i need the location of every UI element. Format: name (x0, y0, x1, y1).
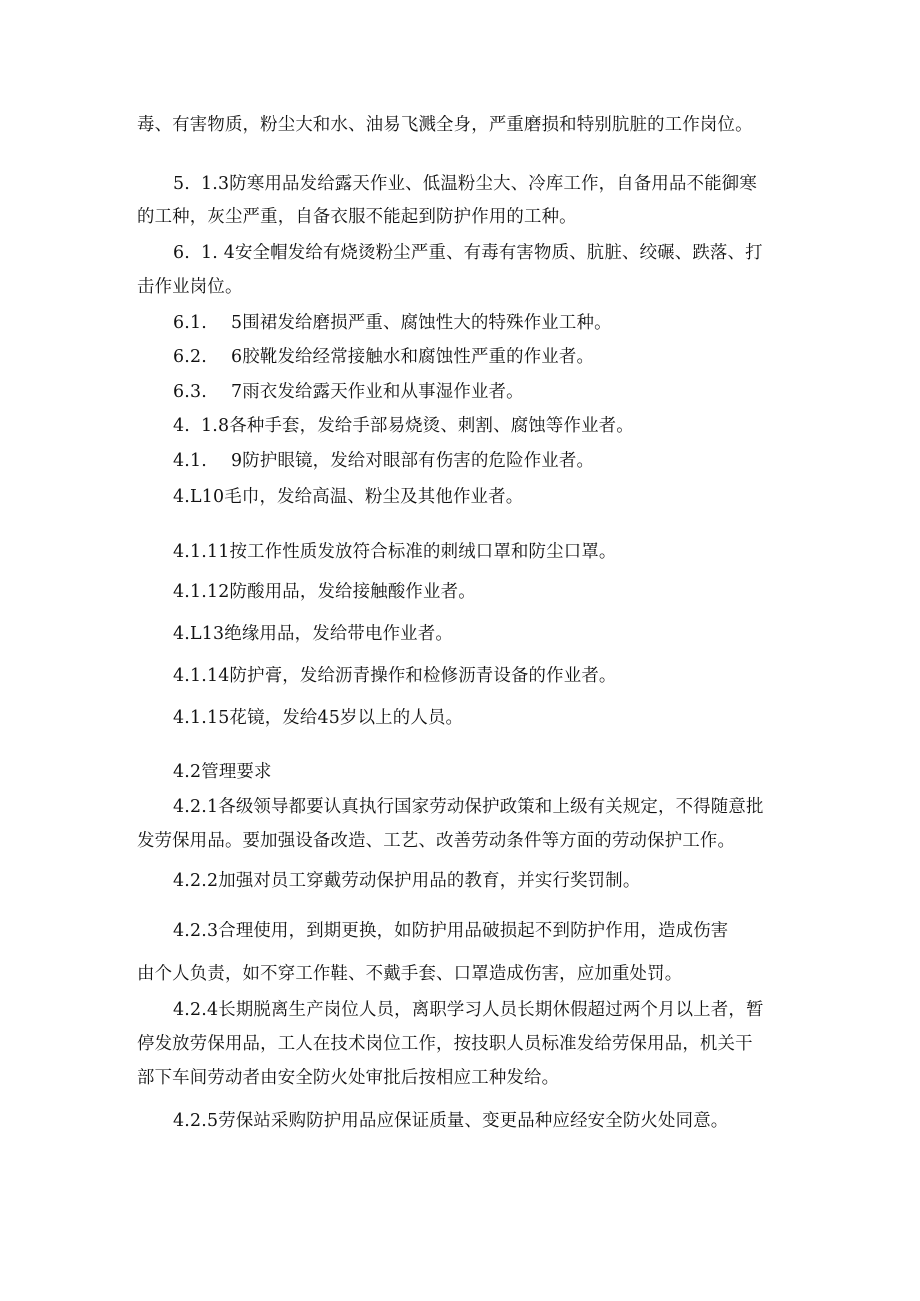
item-number: 6.2. (173, 347, 207, 367)
line-text: 1. 4安全帽发给有烧烫粉尘严重、有毒有害物质、肮脏、绞碾、跌落、打 (201, 243, 763, 263)
line-text: 部下车间劳动者由安全防火处审批后按相应工种发给。 (137, 1068, 560, 1088)
item-number: 4.1. (173, 451, 207, 471)
item-number: 6.1. (173, 313, 207, 333)
paragraph-line (173, 414, 634, 438)
paragraph-line (173, 172, 757, 196)
line-text: 4.2管理要求 (173, 762, 272, 782)
paragraph-line (173, 311, 612, 335)
line-text: 4.2.4长期脱离生产岗位人员，离职学习人员长期休假超过两个月以上者，暂 (173, 1000, 764, 1020)
line-text: 的工种，灰尘严重，自备衣服不能起到防护作用的工种。 (137, 207, 577, 227)
paragraph-line (173, 664, 617, 688)
paragraph-line (173, 622, 453, 646)
paragraph-line (137, 829, 735, 853)
line-text: 击作业岗位。 (137, 277, 243, 297)
line-text: 1.3防寒用品发给露天作业、低温粉尘大、冷库工作，自备用品不能御寒 (201, 174, 757, 194)
line-text: 9防护眼镜，发给对眼部有伤害的危险作业者。 (231, 451, 595, 471)
paragraph-line (137, 1032, 753, 1056)
line-text: 毒、有害物质，粉尘大和水、油易飞溅全身，严重磨损和特别肮脏的工作岗位。 (137, 115, 753, 135)
line-text: 4.L13绝缘用品，发给带电作业者。 (173, 624, 453, 644)
paragraph-line (173, 449, 594, 473)
paragraph-line (137, 1066, 559, 1090)
line-text: 4.1.12防酸用品，发给接触酸作业者。 (173, 582, 476, 602)
line-text: 停发放劳保用品，工人在技术岗位工作，按技职人员标准发给劳保用品，机关干 (137, 1034, 753, 1054)
paragraph-line (173, 919, 728, 943)
line-text: 4.1.14防护膏，发给沥青操作和检修沥青设备的作业者。 (173, 666, 617, 686)
line-text: 4.L10毛巾，发给高温、粉尘及其他作业者。 (173, 487, 524, 507)
item-number: 5. (173, 174, 190, 194)
paragraph-line (173, 380, 524, 404)
paragraph-line (173, 1109, 728, 1133)
paragraph-line (173, 795, 764, 819)
section-heading (173, 760, 272, 784)
paragraph-line (173, 485, 523, 509)
line-text: 4.2.1各级领导都要认真执行国家劳动保护政策和上级有关规定，不得随意批 (173, 797, 764, 817)
paragraph-line (137, 962, 682, 986)
paragraph-line (137, 205, 577, 229)
paragraph-line (173, 580, 476, 604)
paragraph-line (173, 998, 764, 1022)
paragraph-line (173, 241, 763, 265)
paragraph-line (173, 869, 640, 893)
paragraph-line (137, 113, 753, 137)
line-text: 发劳保用品。要加强设备改造、工艺、改善劳动条件等方面的劳动保护工作。 (137, 831, 736, 851)
paragraph-line (137, 275, 243, 299)
line-text: 7雨衣发给露天作业和从事湿作业者。 (231, 382, 524, 402)
paragraph-line (173, 706, 463, 730)
line-text: 4.1.11按工作性质发放符合标准的刺绒口罩和防尘口罩。 (173, 542, 617, 562)
item-number: 6.3. (173, 382, 207, 402)
line-text: 4.2.5劳保站采购防护用品应保证质量、变更品种应经安全防火处同意。 (173, 1111, 729, 1131)
paragraph-line (173, 540, 617, 564)
line-text: 4.2.3合理使用，到期更换，如防护用品破损起不到防护作用，造成伤害 (173, 921, 729, 941)
paragraph-line (173, 345, 594, 369)
line-text: 4.1.15花镜，发给45岁以上的人员。 (173, 708, 464, 728)
line-text: 1.8各种手套，发给手部易烧烫、刺割、腐蚀等作业者。 (201, 416, 634, 436)
line-text: 6胶靴发给经常接触水和腐蚀性严重的作业者。 (231, 347, 595, 367)
item-number: 4. (173, 416, 190, 436)
item-number: 6. (173, 243, 190, 263)
line-text: 5围裙发给磨损严重、腐蚀性大的特殊作业工种。 (231, 313, 612, 333)
line-text: 由个人负责，如不穿工作鞋、不戴手套、口罩造成伤害，应加重处罚。 (137, 964, 683, 984)
line-text: 4.2.2加强对员工穿戴劳动保护用品的教育，并实行奖罚制。 (173, 871, 641, 891)
